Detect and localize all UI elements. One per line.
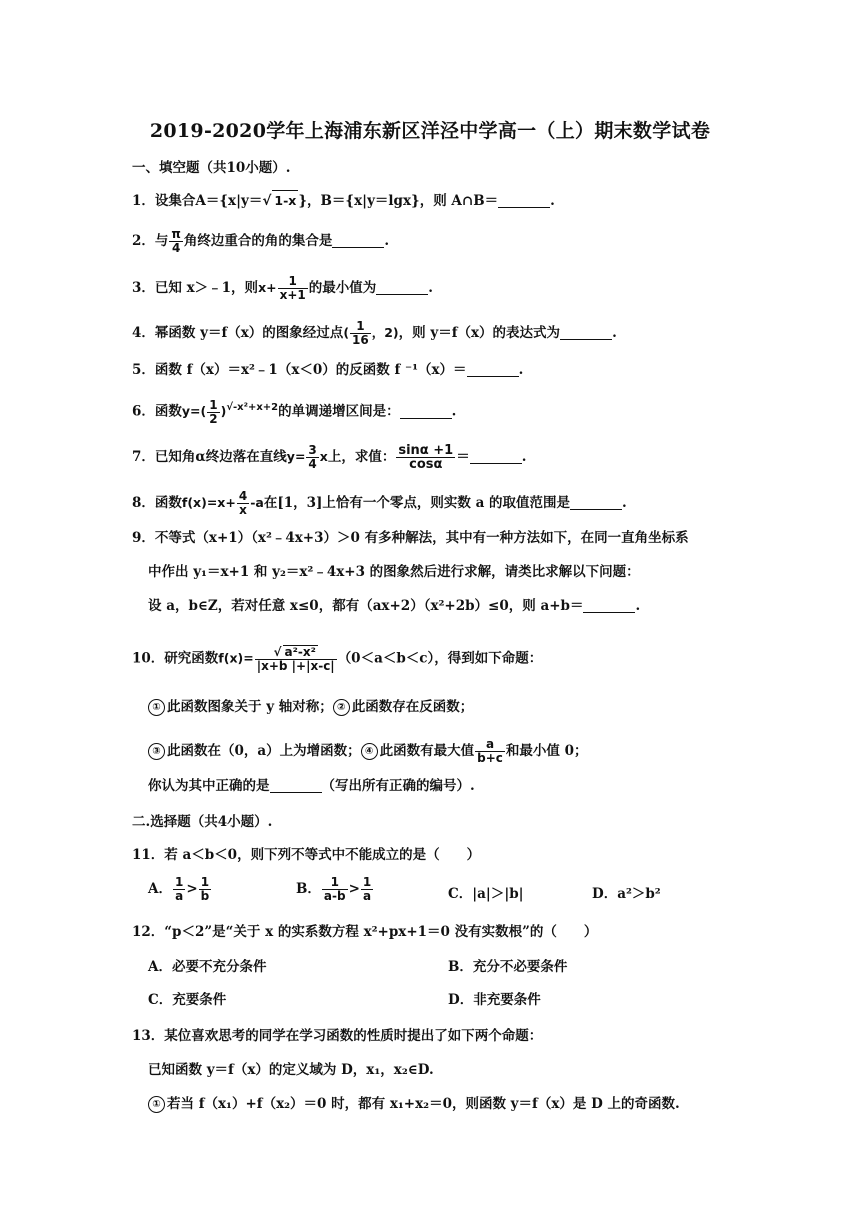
- question-12: 12．“p＜2”是“关于 x 的实系数方程 x²+px+1＝0 没有实数根”的（ ）: [132, 924, 598, 940]
- answer-blank: [467, 362, 519, 377]
- q11-option-c: C．|a|＞|b|: [448, 886, 524, 902]
- answer-blank: [560, 325, 612, 340]
- exam-title: 2019-2020学年上海浦东新区洋泾中学高一（上）期末数学试卷: [149, 120, 711, 142]
- q12-option-a: A．必要不充分条件: [148, 959, 267, 975]
- question-7: 7．已知角α终边落在直线y= $\frac{3}{4}$ x上，求值： $\frac{\sin\alpha +1}{\cos\alpha}$ ＝ .: [132, 443, 527, 472]
- question-13: 13．某位喜欢思考的同学在学习函数的性质时提出了如下两个命题：: [132, 1028, 543, 1044]
- question-8: 8．函数f(x)=x+ $\frac{4}{x}$ -a在[1，3]上恰有一个零点，则实数 a 的取值范围是 .: [132, 489, 627, 517]
- answer-blank: [498, 193, 550, 208]
- q11-option-a: A． $\frac{1}{a}$ > $\frac{1}{b}$: [148, 875, 210, 903]
- question-5: 5．函数 f（x）＝x²﹣1（x＜0）的反函数 f ⁻¹（x）＝ .: [132, 362, 524, 378]
- question-4: 4．幂函数 y＝f（x）的图象经过点( $\frac{1}{16}$ ，2)，则 y＝f（x）的表达式为 .: [132, 319, 617, 347]
- question-10-props-1: ① 此函数图象关于 y 轴对称； ② 此函数存在反函数；: [148, 697, 473, 717]
- question-3: 3．已知 x＞﹣1，则x+ $\frac{1}{x+1}$ 的最小值为 .: [132, 274, 433, 302]
- answer-blank: [470, 449, 522, 464]
- question-10-ask: 你认为其中正确的是 （写出所有正确的编号）.: [148, 778, 475, 794]
- q12-option-c: C．充要条件: [148, 992, 227, 1008]
- q12-option-b: B．充分不必要条件: [448, 959, 568, 975]
- answer-blank: [332, 233, 384, 248]
- answer-blank: [400, 404, 452, 419]
- question-10-props-2: ③ 此函数在（0，a）上为增函数； ④ 此函数有最大值 $\frac{a}{b+c}$ 和最小值 0；: [148, 738, 588, 765]
- question-10: 10．研究函数f(x)= $\frac{\text{√ a²-x²}}{|x+b |+|x-c|}$ （0＜a＜b＜c），得到如下命题：: [132, 645, 543, 673]
- question-13-line-3: ① 若当 f（x₁）+f（x₂）＝0 时，都有 x₁+x₂＝0，则函数 y＝f（x）是 D 上的奇函数.: [148, 1094, 680, 1114]
- question-9-line-1: 9．不等式（x+1）（x²﹣4x+3）＞0 有多种解法，其中有一种方法如下，在同一直角坐标系: [132, 530, 689, 546]
- answer-blank: [570, 495, 622, 510]
- question-11: 11．若 a＜b＜0，则下列不等式中不能成立的是（ ）: [132, 847, 481, 863]
- question-2: 2．与 $\frac{\pi}{4}$ 角终边重合的角的集合是 .: [132, 227, 390, 255]
- answer-blank: [376, 280, 428, 295]
- question-9-line-3: 设 a，b∈Z，若对任意 x≤0，都有（ax+2）（x²+2b）≤0，则 a+b＝ .: [148, 598, 641, 614]
- question-9-line-2: 中作出 y₁＝x+1 和 y₂＝x²﹣4x+3 的图象然后进行求解，请类比求解以下问题：: [148, 564, 640, 580]
- q12-option-d: D．非充要条件: [448, 992, 541, 1008]
- q11-option-d: D．a²＞b²: [592, 886, 661, 902]
- section-choice: 二.选择题（共4小题）.: [132, 814, 273, 830]
- answer-blank: [270, 778, 322, 793]
- q11-option-b: B． $\frac{1}{a-b}$ > $\frac{1}{a}$: [296, 875, 372, 903]
- answer-blank: [583, 598, 635, 613]
- question-6: 6．函数y=( $\frac{1}{2}$ )$^{√-x^2+x+2}$的单调递增区间是： .: [132, 397, 457, 426]
- question-1: 1．设集合A＝{x|y＝√ 1-x }，B＝{x|y＝lgx}，则 A∩B＝ .: [132, 190, 555, 211]
- question-13-line-2: 已知函数 y＝f（x）的定义域为 D，x₁，x₂∈D.: [148, 1062, 434, 1078]
- section-fill-in: 一、填空题（共10小题）.: [132, 160, 291, 176]
